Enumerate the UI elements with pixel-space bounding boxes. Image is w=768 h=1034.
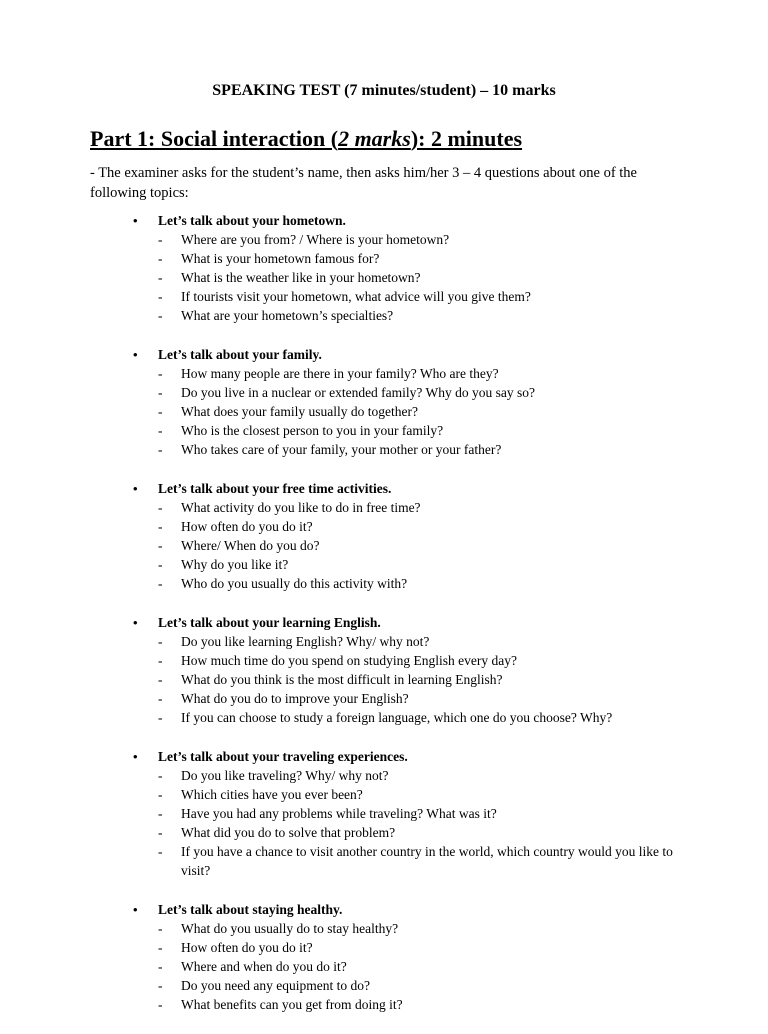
topic-heading-text: Let’s talk about your free time activities. — [158, 481, 392, 496]
dash-marker: - — [158, 270, 163, 285]
dash-marker: - — [158, 500, 163, 515]
dash-marker: - — [158, 404, 163, 419]
question-item — [0, 230, 681, 249]
question-text: If tourists visit your hometown, what advice will you give them? — [181, 289, 531, 304]
question-item — [0, 364, 681, 383]
question-text: What do you do to improve your English? — [181, 691, 409, 706]
dash-marker: - — [158, 825, 163, 840]
topic-heading — [0, 479, 768, 498]
question-item — [0, 938, 681, 957]
topic-section — [0, 479, 768, 593]
question-text: If you can choose to study a foreign language, which one do you choose? Why? — [181, 710, 613, 725]
question-item — [0, 708, 681, 727]
question-text: Where/ When do you do? — [181, 538, 320, 553]
question-item — [0, 268, 681, 287]
question-text: What is the weather like in your hometown? — [181, 270, 421, 285]
dash-marker: - — [158, 672, 163, 687]
question-text: What activity do you like to do in free time? — [181, 500, 421, 515]
intro-paragraph: - The examiner asks for the student’s name, then asks him/her 3 – 4 questions about one of the following topics: — [90, 165, 637, 201]
bullet-icon: • — [133, 347, 138, 362]
dash-marker: - — [158, 653, 163, 668]
topic-heading — [0, 345, 768, 364]
dash-marker: - — [158, 806, 163, 821]
question-item — [0, 306, 681, 325]
dash-marker: - — [158, 921, 163, 936]
part-heading — [90, 124, 522, 154]
dash-marker: - — [158, 710, 163, 725]
question-item — [0, 976, 681, 995]
dash-marker: - — [158, 385, 163, 400]
question-item — [0, 823, 681, 842]
dash-marker: - — [158, 557, 163, 572]
part-heading-suffix: ): 2 minutes — [410, 126, 523, 151]
question-item — [0, 766, 681, 785]
dash-marker: - — [158, 940, 163, 955]
question-item — [0, 670, 681, 689]
question-text: Who takes care of your family, your mother or your father? — [181, 442, 502, 457]
topic-heading — [0, 747, 768, 766]
bullet-icon: • — [133, 749, 138, 764]
topic-heading-text: Let’s talk about your learning English. — [158, 615, 381, 630]
question-text: Have you had any problems while traveling? What was it? — [181, 806, 497, 821]
question-item — [0, 689, 681, 708]
question-text: What is your hometown famous for? — [181, 251, 380, 266]
bullet-icon: • — [133, 902, 138, 917]
question-text: Which cities have you ever been? — [181, 787, 363, 802]
question-text: Where are you from? / Where is your hometown? — [181, 232, 450, 247]
dash-marker: - — [158, 442, 163, 457]
dash-marker: - — [158, 959, 163, 974]
dash-marker: - — [158, 997, 163, 1012]
question-text: What do you think is the most difficult in learning English? — [181, 672, 503, 687]
question-text: What do you usually do to stay healthy? — [181, 921, 399, 936]
dash-marker: - — [158, 251, 163, 266]
question-text: What does your family usually do together? — [181, 404, 418, 419]
question-item — [0, 555, 681, 574]
part-heading-marks: 2 marks — [338, 126, 411, 151]
question-item — [0, 651, 681, 670]
question-text: Where and when do you do it? — [181, 959, 347, 974]
topic-heading-text: Let’s talk about your hometown. — [158, 213, 346, 228]
question-text: What did you do to solve that problem? — [181, 825, 396, 840]
topic-heading — [0, 211, 768, 230]
dash-marker: - — [158, 844, 163, 859]
topic-heading-text: Let’s talk about your family. — [158, 347, 322, 362]
question-item — [0, 287, 681, 306]
question-item — [0, 421, 681, 440]
question-text: Do you like learning English? Why/ why not? — [181, 634, 430, 649]
dash-marker: - — [158, 634, 163, 649]
dash-marker: - — [158, 366, 163, 381]
question-text: Who do you usually do this activity with? — [181, 576, 408, 591]
topic-section — [0, 747, 768, 880]
dash-marker: - — [158, 232, 163, 247]
bullet-icon: • — [133, 213, 138, 228]
question-text: What are your hometown’s specialties? — [181, 308, 394, 323]
question-item — [0, 785, 681, 804]
question-text: How many people are there in your family? Who are they? — [181, 366, 499, 381]
question-text: Do you live in a nuclear or extended family? Why do you say so? — [181, 385, 536, 400]
question-item — [0, 632, 681, 651]
bullet-icon: • — [133, 615, 138, 630]
question-item — [0, 383, 681, 402]
question-text: Who is the closest person to you in your family? — [181, 423, 444, 438]
question-item — [0, 440, 681, 459]
question-text: If you have a chance to visit another country in the world, which country would you like to visit? — [181, 844, 673, 878]
dash-marker: - — [158, 691, 163, 706]
topic-heading — [0, 613, 768, 632]
question-text: How often do you do it? — [181, 940, 313, 955]
topic-section — [0, 613, 768, 727]
question-text: How much time do you spend on studying English every day? — [181, 653, 517, 668]
question-text: What benefits can you get from doing it? — [181, 997, 403, 1012]
page-title: SPEAKING TEST (7 minutes/student) – 10 marks — [212, 82, 556, 99]
dash-marker: - — [158, 978, 163, 993]
question-item — [0, 574, 681, 593]
topic-list — [0, 211, 768, 1034]
topic-section — [0, 345, 768, 459]
question-item — [0, 517, 681, 536]
topic-section — [0, 900, 768, 1014]
question-item — [0, 957, 681, 976]
part-heading-prefix: Part 1: Social interaction ( — [90, 126, 339, 151]
question-text: Why do you like it? — [181, 557, 289, 572]
question-item — [0, 804, 681, 823]
dash-marker: - — [158, 519, 163, 534]
question-item — [0, 995, 681, 1014]
dash-marker: - — [158, 576, 163, 591]
question-text: Do you need any equipment to do? — [181, 978, 370, 993]
question-item — [0, 536, 681, 555]
dash-marker: - — [158, 538, 163, 553]
bullet-icon: • — [133, 481, 138, 496]
dash-marker: - — [158, 768, 163, 783]
topic-heading-text: Let’s talk about staying healthy. — [158, 902, 343, 917]
question-text: How often do you do it? — [181, 519, 313, 534]
dash-marker: - — [158, 787, 163, 802]
question-item — [0, 919, 681, 938]
dash-marker: - — [158, 289, 163, 304]
question-item — [0, 842, 681, 880]
topic-heading-text: Let’s talk about your traveling experiences. — [158, 749, 408, 764]
topic-heading — [0, 900, 768, 919]
dash-marker: - — [158, 308, 163, 323]
question-item — [0, 402, 681, 421]
question-item — [0, 498, 681, 517]
question-text: Do you like traveling? Why/ why not? — [181, 768, 389, 783]
question-item — [0, 249, 681, 268]
dash-marker: - — [158, 423, 163, 438]
topic-section — [0, 211, 768, 325]
